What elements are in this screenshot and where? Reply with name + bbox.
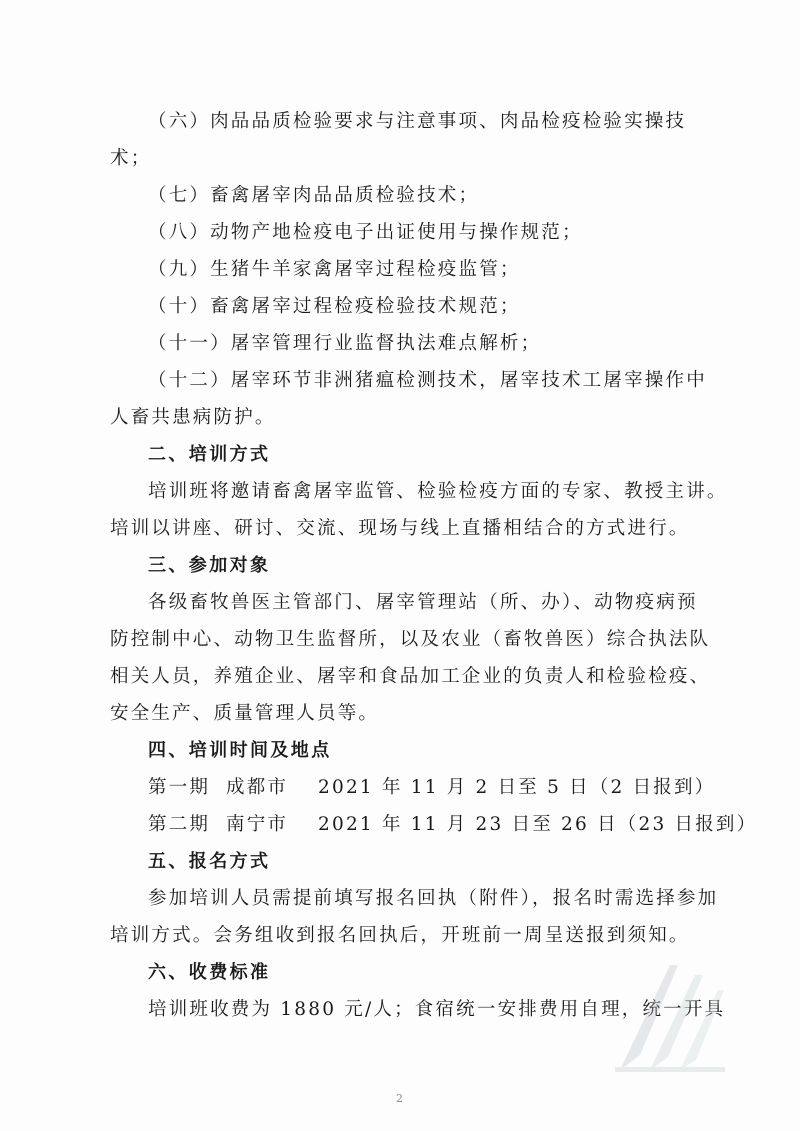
section-heading-training-method: 二、培训方式: [148, 444, 271, 465]
section-heading-fees: 六、收费标准: [148, 962, 271, 983]
item-10: （十）畜禽屠宰过程检疫检验技术规范；: [148, 296, 521, 317]
schedule-row-2: [148, 813, 757, 837]
training-method-line-2: 培训以讲座、研讨、交流、现场与线上直播相结合的方式进行。: [110, 518, 690, 539]
schedule-dates: 2021 年 11 月 2 日至 5 日（2 日报到）: [318, 777, 716, 798]
item-7: （七）畜禽屠宰肉品品质检验技术；: [148, 185, 480, 206]
schedule-row-1: [148, 776, 715, 800]
item-11: （十一）屠宰管理行业监督执法难点解析；: [148, 333, 542, 354]
registration-line-1: 参加培训人员需提前填写报名回执（附件），报名时需选择参加: [148, 888, 719, 909]
watermark-logo-icon: [600, 945, 730, 1085]
participants-line-1: 各级畜牧兽医主管部门、屠宰管理站（所、办）、动物疫病预: [148, 592, 698, 613]
section-heading-participants: 三、参加对象: [148, 555, 271, 576]
section-heading-time-place: 四、培训时间及地点: [148, 740, 332, 761]
participants-line-3: 相关人员，养殖企业、屠宰和食品加工企业的负责人和检验检疫、: [110, 666, 711, 687]
section-heading-registration: 五、报名方式: [148, 851, 271, 872]
participants-line-2: 防控制中心、动物卫生监督所，以及农业（畜牧兽医）综合执法队: [110, 629, 711, 650]
page-number: 2: [396, 1092, 403, 1105]
item-12-line-2: 人畜共患病防护。: [110, 407, 276, 428]
schedule-city: 成都市: [226, 777, 289, 798]
registration-line-2: 培训方式。会务组收到报名回执后，开班前一周呈送报到须知。: [110, 925, 690, 946]
schedule-city: 南宁市: [226, 814, 289, 835]
item-6-line-1: （六）肉品品质检验要求与注意事项、肉品检疫检验实操技: [148, 111, 687, 132]
item-6-line-2: 术；: [110, 148, 152, 169]
training-method-line-1: 培训班将邀请畜禽屠宰监管、检验检疫方面的专家、教授主讲。: [148, 481, 728, 502]
participants-line-4: 安全生产、质量管理人员等。: [110, 703, 380, 724]
schedule-period-label: 第二期: [148, 814, 211, 835]
item-12-line-1: （十二）屠宰环节非洲猪瘟检测技术，屠宰技术工屠宰操作中: [148, 370, 707, 391]
fees-line-1: 培训班收费为 1880 元/人；食宿统一安排费用自理，统一开具: [148, 999, 726, 1020]
item-9: （九）生猪牛羊家禽屠宰过程检疫监管；: [148, 259, 521, 280]
item-8: （八）动物产地检疫电子出证使用与操作规范；: [148, 222, 583, 243]
schedule-dates: 2021 年 11 月 23 日至 26 日（23 日报到）: [318, 814, 758, 835]
schedule-period-label: 第一期: [148, 777, 211, 798]
